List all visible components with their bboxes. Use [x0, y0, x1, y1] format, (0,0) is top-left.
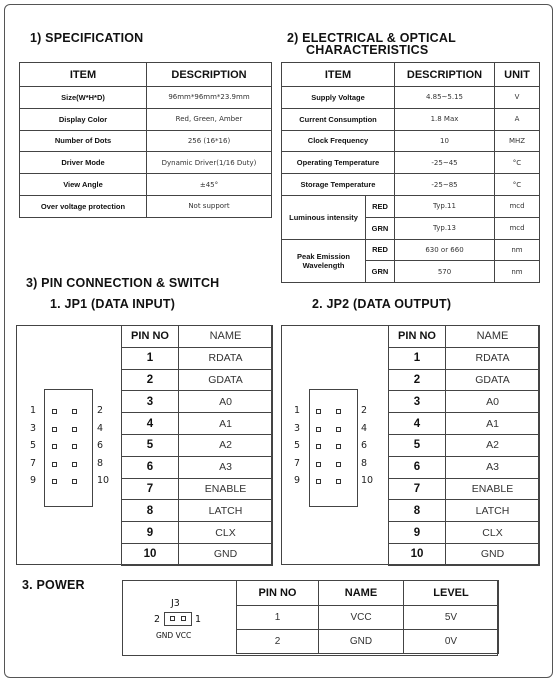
elec-header-item: ITEM — [282, 63, 395, 87]
pin-name: ENABLE — [179, 478, 273, 500]
pin-number: 4 — [122, 413, 179, 435]
elec-value: Typ.11 — [395, 195, 495, 217]
connector-pin-number: 5 — [30, 440, 37, 451]
table-row — [389, 522, 540, 544]
j3-connector — [164, 612, 192, 626]
table-row — [122, 500, 273, 522]
pin-number: 5 — [389, 434, 446, 456]
elec-heading-line1: 2) ELECTRICAL & OPTICAL — [287, 31, 456, 45]
pin-name: A2 — [446, 434, 540, 456]
elec-item: Clock Frequency — [282, 130, 395, 152]
jp2-header-pin-no: PIN NO — [389, 326, 446, 348]
elec-unit: A — [495, 108, 540, 130]
table-row — [389, 413, 540, 435]
table-row — [389, 369, 540, 391]
jp1-header-pin-no: PIN NO — [122, 326, 179, 348]
spec-item: Number of Dots — [20, 130, 147, 152]
spec-value: ±45° — [147, 174, 272, 196]
elec-value: 1.8 Max — [395, 108, 495, 130]
connector-pin — [316, 479, 321, 484]
table-row — [389, 391, 540, 413]
table-row — [122, 456, 273, 478]
spec-value: Not support — [147, 195, 272, 217]
pin-number: 10 — [389, 543, 446, 565]
connector-pin-number: 4 — [361, 422, 368, 434]
connector-pin — [336, 427, 341, 432]
elec-item: Supply Voltage — [282, 87, 395, 109]
connector-pin-number: 10 — [361, 475, 374, 486]
power-header-name: NAME — [319, 581, 404, 606]
j3-pin-right-number: 1 — [195, 614, 202, 625]
spec-heading: 1) SPECIFICATION — [30, 31, 144, 45]
connector-pin — [52, 444, 57, 449]
pin-number: 3 — [122, 391, 179, 413]
table-row — [282, 87, 540, 109]
table-row — [20, 174, 272, 196]
connector-pin — [316, 427, 321, 432]
j3-signal-labels: GND VCC — [156, 631, 192, 640]
elec-value: 4.85~5.15 — [395, 87, 495, 109]
j3-pin-left-number: 2 — [154, 614, 161, 625]
elec-value: 10 — [395, 130, 495, 152]
pin-number: 8 — [122, 500, 179, 522]
spec-value: 96mm*96mm*23.9mm — [147, 87, 272, 109]
elec-unit: mcd — [495, 217, 540, 239]
connector-pin — [72, 479, 77, 484]
pin-number: 1 — [122, 347, 179, 369]
connector-pin-number: 3 — [30, 422, 37, 434]
jp1-header-name: NAME — [179, 326, 273, 348]
elec-value: -25~85 — [395, 174, 495, 196]
pin-number: 6 — [389, 456, 446, 478]
pin-number: 2 — [122, 369, 179, 391]
elec-header-unit: UNIT — [495, 63, 540, 87]
connector-pin — [316, 444, 321, 449]
connector-pin-number: 7 — [294, 457, 301, 469]
jp1-heading: 1. JP1 (DATA INPUT) — [50, 297, 176, 311]
connector-pin-number: 8 — [361, 457, 368, 469]
pin-name: LATCH — [179, 500, 273, 522]
table-row — [20, 87, 272, 109]
table-row — [122, 413, 273, 435]
pin-number: 10 — [122, 543, 179, 565]
elec-item: Current Consumption — [282, 108, 395, 130]
pin-name: GND — [179, 543, 273, 565]
elec-header-description: DESCRIPTION — [395, 63, 495, 87]
j3-pin-1 — [181, 616, 186, 621]
table-row — [20, 108, 272, 130]
pin-name: A3 — [179, 456, 273, 478]
pin-number: 2 — [389, 369, 446, 391]
pin-name: A0 — [179, 391, 273, 413]
connector-pin-number: 6 — [97, 440, 104, 451]
pin-name: A0 — [446, 391, 540, 413]
peak-emission-label: Peak Emission Wavelength — [282, 239, 366, 283]
connector-pin — [72, 462, 77, 467]
connector-pin — [336, 462, 341, 467]
spec-item: Over voltage protection — [20, 195, 147, 217]
color-label: RED — [366, 239, 395, 261]
pin-name: A3 — [446, 456, 540, 478]
power-level: 5V — [404, 606, 499, 630]
connector-pin — [72, 444, 77, 449]
connector-pin — [52, 479, 57, 484]
connector-pin-number: 10 — [97, 475, 110, 486]
connector-pin — [336, 444, 341, 449]
pin-name: CLX — [179, 522, 273, 544]
connector-pin-number: 4 — [97, 422, 104, 434]
pin-number: 8 — [389, 500, 446, 522]
table-row — [122, 347, 273, 369]
connector-pin-number: 5 — [294, 440, 301, 451]
connector-pin-number: 8 — [97, 457, 104, 469]
pin-connection-heading: 3) PIN CONNECTION & SWITCH — [26, 276, 220, 290]
table-row — [389, 456, 540, 478]
table-row — [122, 478, 273, 500]
elec-item: Operating Temperature — [282, 152, 395, 174]
power-heading: 3. POWER — [22, 578, 85, 592]
table-row — [282, 130, 540, 152]
elec-unit: V — [495, 87, 540, 109]
power-header-level: LEVEL — [404, 581, 499, 606]
connector-pin-number: 2 — [361, 405, 368, 416]
pin-name: A1 — [179, 413, 273, 435]
spec-header-item: ITEM — [20, 63, 147, 87]
pin-number: 7 — [389, 478, 446, 500]
table-row — [282, 108, 540, 130]
pin-name: CLX — [446, 522, 540, 544]
elec-value: Typ.13 — [395, 217, 495, 239]
connector-pin-number: 1 — [30, 405, 37, 416]
elec-item: Storage Temperature — [282, 174, 395, 196]
spec-value: Red, Green, Amber — [147, 108, 272, 130]
jp2-heading: 2. JP2 (DATA OUTPUT) — [312, 297, 452, 311]
elec-heading-line2: CHARACTERISTICS — [306, 43, 429, 57]
connector-pin — [336, 479, 341, 484]
table-row — [389, 478, 540, 500]
spec-value: 256 (16*16) — [147, 130, 272, 152]
pin-number: 1 — [389, 347, 446, 369]
pin-number: 7 — [122, 478, 179, 500]
table-row — [282, 239, 540, 261]
jp1-pin-table — [121, 325, 273, 566]
elec-value: -25~45 — [395, 152, 495, 174]
power-pin: 2 — [237, 630, 319, 654]
color-label: GRN — [366, 261, 395, 283]
table-row — [282, 195, 540, 217]
pin-number: 3 — [389, 391, 446, 413]
elec-unit: °C — [495, 152, 540, 174]
connector-pin — [52, 462, 57, 467]
pin-name: A2 — [179, 434, 273, 456]
connector-pin — [72, 427, 77, 432]
elec-table — [281, 62, 540, 283]
connector-pin-number: 6 — [361, 440, 368, 451]
j3-pin-2 — [170, 616, 175, 621]
table-row — [389, 434, 540, 456]
pin-name: GDATA — [446, 369, 540, 391]
power-name: GND — [319, 630, 404, 654]
connector-pin-number: 1 — [294, 405, 301, 416]
elec-unit: nm — [495, 239, 540, 261]
table-row — [122, 434, 273, 456]
table-row — [282, 174, 540, 196]
color-label: GRN — [366, 217, 395, 239]
power-table — [236, 580, 499, 654]
spec-item: Display Color — [20, 108, 147, 130]
j3-label: J3 — [171, 598, 180, 609]
connector-pin — [336, 409, 341, 414]
spec-item: Driver Mode — [20, 152, 147, 174]
table-row — [389, 543, 540, 565]
pin-number: 5 — [122, 434, 179, 456]
power-level: 0V — [404, 630, 499, 654]
table-row — [20, 195, 272, 217]
table-row — [389, 500, 540, 522]
table-row — [122, 369, 273, 391]
pin-number: 9 — [122, 522, 179, 544]
jp2-header-name: NAME — [446, 326, 540, 348]
pin-name: RDATA — [179, 347, 273, 369]
spec-header-description: DESCRIPTION — [147, 63, 272, 87]
power-header-pin-no: PIN NO — [237, 581, 319, 606]
spec-item: View Angle — [20, 174, 147, 196]
color-label: RED — [366, 195, 395, 217]
table-row — [122, 543, 273, 565]
connector-pin — [72, 409, 77, 414]
table-row — [122, 522, 273, 544]
power-pin: 1 — [237, 606, 319, 630]
connector-pin-number: 3 — [294, 422, 301, 434]
connector-pin — [52, 409, 57, 414]
elec-unit: mcd — [495, 195, 540, 217]
elec-value: 570 — [395, 261, 495, 283]
connector-pin — [316, 409, 321, 414]
connector-pin — [316, 462, 321, 467]
table-row — [20, 130, 272, 152]
pin-name: GDATA — [179, 369, 273, 391]
elec-unit: nm — [495, 261, 540, 283]
pin-number: 9 — [389, 522, 446, 544]
table-row — [237, 606, 499, 630]
power-name: VCC — [319, 606, 404, 630]
spec-table — [19, 62, 272, 218]
table-row — [237, 630, 499, 654]
connector-pin-number: 7 — [30, 457, 37, 469]
connector-pin-number: 9 — [294, 475, 301, 486]
pin-name: RDATA — [446, 347, 540, 369]
table-row — [122, 391, 273, 413]
spec-item: Size(W*H*D) — [20, 87, 147, 109]
table-row — [20, 152, 272, 174]
pin-name: GND — [446, 543, 540, 565]
table-row — [282, 152, 540, 174]
connector-pin-number: 2 — [97, 405, 104, 416]
spec-value: Dynamic Driver(1/16 Duty) — [147, 152, 272, 174]
pin-number: 4 — [389, 413, 446, 435]
table-row — [389, 347, 540, 369]
connector-pin-number: 9 — [30, 475, 37, 486]
jp2-pin-table — [388, 325, 540, 566]
luminous-label: Luminous intensity — [282, 195, 366, 239]
elec-value: 630 or 660 — [395, 239, 495, 261]
pin-name: LATCH — [446, 500, 540, 522]
pin-number: 6 — [122, 456, 179, 478]
connector-pin — [52, 427, 57, 432]
pin-name: A1 — [446, 413, 540, 435]
pin-name: ENABLE — [446, 478, 540, 500]
elec-unit: MHZ — [495, 130, 540, 152]
elec-unit: °C — [495, 174, 540, 196]
